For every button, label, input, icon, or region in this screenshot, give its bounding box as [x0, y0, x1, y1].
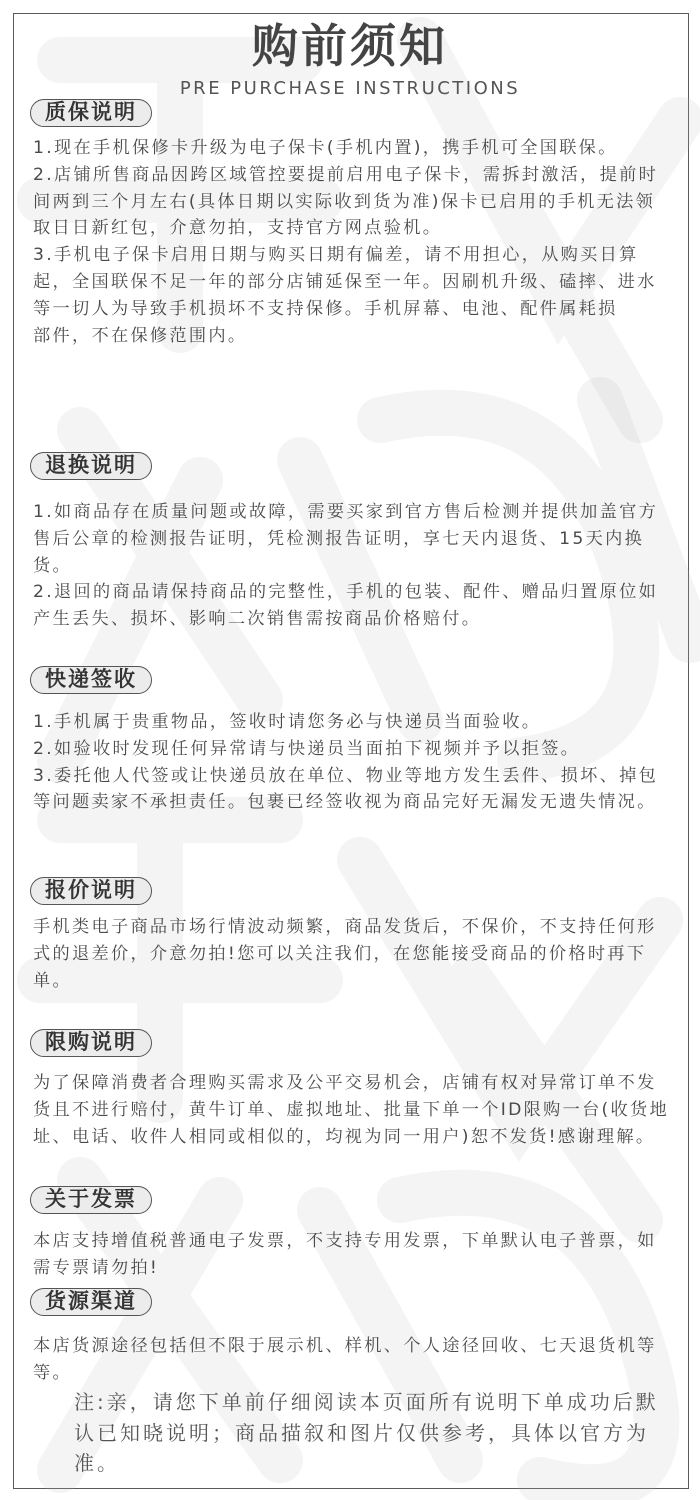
paragraph: 1.手机属于贵重物品，签收时请您务必与快递员当面验收。 [33, 712, 542, 732]
section-body-invoice [33, 1228, 673, 1282]
section-body-returns [33, 499, 673, 633]
section-heading-invoice: 关于发票 [30, 1186, 152, 1214]
section-heading-warranty: 质保说明 [30, 99, 152, 127]
purchase-note [74, 1387, 664, 1479]
paragraph: 为了保障消费者合理购买需求及公平交易机会，店铺有权对异常订单不发货且不进行赔付，黄牛订单、虚拟地址、批量下单一个ID限购一台(收货地址、电话、收件人相同或相似的，均视为同一用户)恕不发货!感谢理解。 [33, 1073, 670, 1147]
page-title: 购前须知 [252, 19, 448, 73]
paragraph: 2.如验收时发现任何异常请与快递员当面拍下视频并予以拒签。 [33, 738, 581, 759]
paragraph: 3.手机电子保卡启用日期与购买日期有偏差，请不用担心，从购买日算起，全国联保不足一年的部分店铺延保至一年。因刷机升级、磕摔、进水等一切人为导致手机损坏不支持保修。手机屏幕、电池、配件属耗损 [33, 245, 657, 319]
paragraph: 本店货源途径包括但不限于展示机、样机、个人途径回收、七天退货机等等。 [33, 1336, 657, 1383]
section-heading-delivery: 快递签收 [30, 666, 152, 694]
paragraph: 部件，不在保修范围内。 [33, 325, 248, 346]
section-body-delivery [33, 709, 673, 816]
note-text: 注:亲，请您下单前仔细阅读本页面所有说明下单成功后默认已知晓说明；商品描叙和图片仅供参考，具体以官方为准。 [74, 1390, 659, 1475]
paragraph: 1.现在手机保修卡升级为电子保卡(手机内置)，携手机可全国联保。 [33, 138, 618, 158]
paragraph: 2.店铺所售商品因跨区域管控要提前启用电子保卡，需拆封激活，提前时间两到三个月左右(具体日期以实际收到货为准)保卡已启用的手机无法领取日日新红包，介意勿拍，支持官方网点验机。 [33, 164, 659, 239]
paragraph: 本店支持增值税普通电子发票，不支持专用发票，下单默认电子普票，如需专票请勿拍! [33, 1231, 657, 1278]
section-heading-pricing: 报价说明 [30, 877, 152, 905]
page-subtitle: PRE PURCHASE INSTRUCTIONS [179, 78, 521, 99]
paragraph: 1.如商品存在质量问题或故障，需要买家到官方售后检测并提供加盖官方售后公章的检测报告证明，凭检测报告证明，享七天内退货、15天内换货。 [33, 502, 659, 576]
section-heading-returns: 退换说明 [30, 452, 152, 480]
section-heading-sourcing: 货源渠道 [30, 1288, 152, 1316]
section-body-purchase-limit [33, 1070, 673, 1150]
paragraph: 2.退回的商品请保持商品的完整性，手机的包装、配件、赠品归置原位如产生丢失、损坏、影响二次销售需按商品价格赔付。 [33, 582, 659, 630]
paragraph: 3.委托他人代签或让快递员放在单位、物业等地方发生丢件、损坏、掉包等问题卖家不承担责任。包裹已经签收视为商品完好无漏发无遗失情况。 [33, 765, 659, 813]
section-body-warranty [33, 135, 673, 349]
section-body-sourcing [33, 1333, 673, 1387]
section-heading-purchase-limit: 限购说明 [30, 1029, 152, 1057]
paragraph: 手机类电子商品市场行情波动频繁，商品发货后，不保价，不支持任何形式的退差价，介意勿拍!您可以关注我们，在您能接受商品的价格时再下单。 [33, 917, 657, 991]
section-body-pricing [33, 914, 673, 994]
